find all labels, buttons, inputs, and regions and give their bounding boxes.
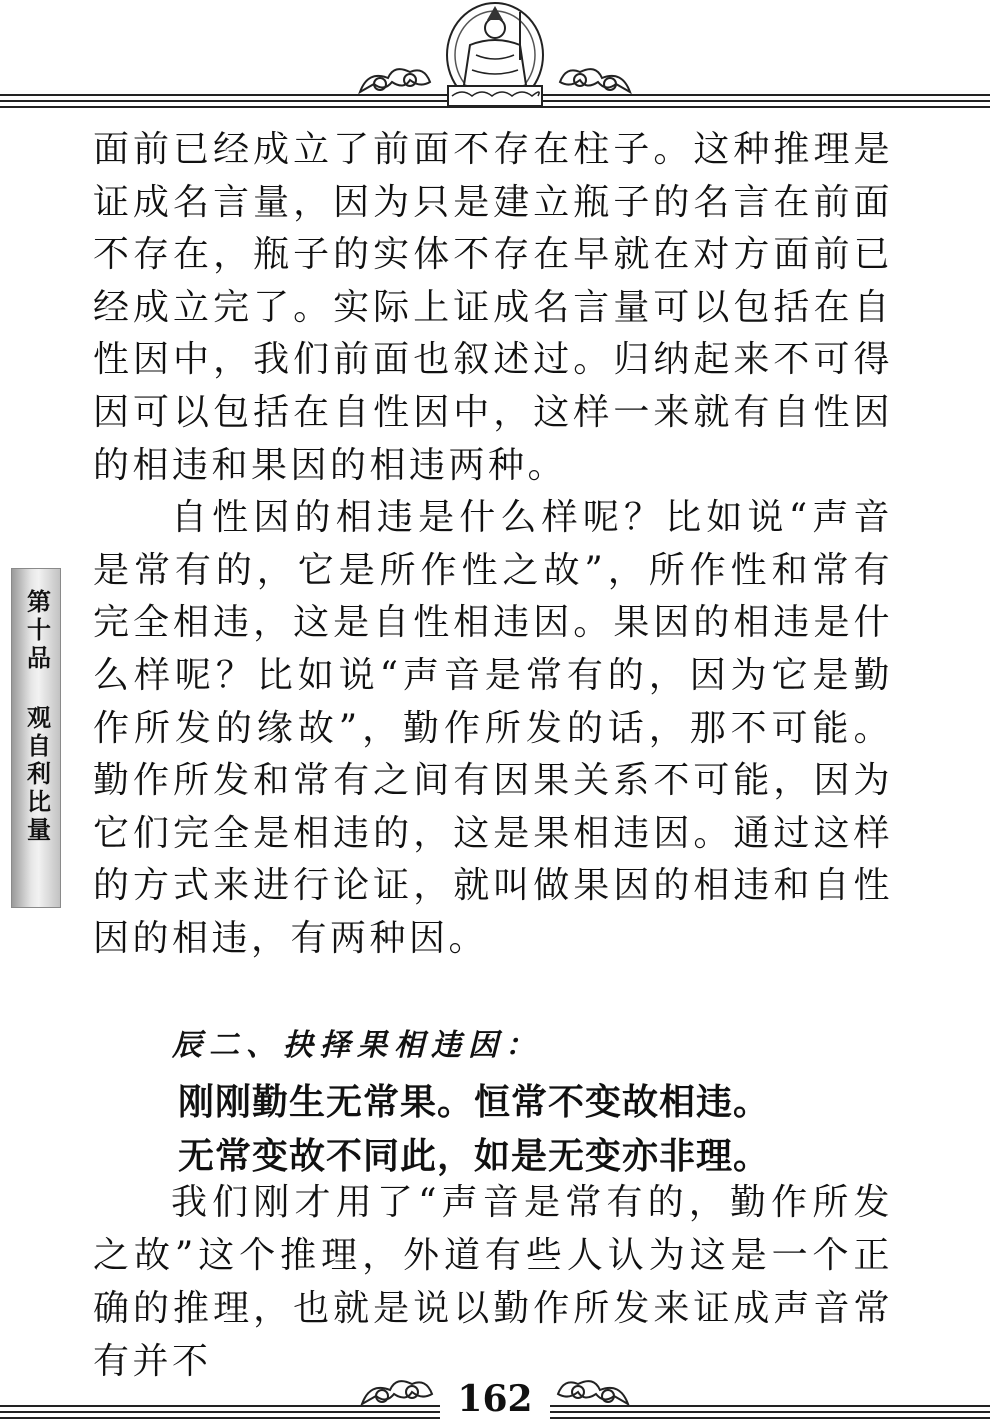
verse-line-1: 刚刚勤生无常果。恒常不变故相违。 <box>178 1082 771 1123</box>
chapter-side-tab <box>11 568 61 908</box>
paragraph-1: 面前已经成立了前面不存在柱子。这种推理是证成名言量，因为只是建立瓶子的名言在前面不存在，瓶子的实体不存在早就在对方面前已经成立完了。实际上证成名言量可以包括在自性因中，我们前面也叙述过。归纳起来不可得因可以包括在自性因中，这样一来就有自性因的相违和果因的相违两种。 <box>93 129 893 486</box>
section-heading: 辰二、抉择果相违因： <box>172 1028 542 1063</box>
paragraph-2: 自性因的相违是什么样呢？比如说“声音是常有的，它是所作性之故”，所作性和常有完全相违，这是自性相违因。果因的相违是什么样呢？比如说“声音是常有的，因为它是勤作所发的缘故”，勤作所发的话，那不可能。勤作所发和常有之间有因果关系不可能，因为它们完全是相违的，这是果相违因。通过这样的方式来进行论证，就叫做果因的相违和自性因的相违，有两种因。 <box>93 497 893 959</box>
body-text-top <box>93 124 893 966</box>
paragraph-3: 我们刚才用了“声音是常有的，勤作所发之故”这个推理，外道有些人认为这是一个正确的推理，也就是说以勤作所发来证成声音常有并不 <box>93 1182 893 1382</box>
page-header <box>0 0 990 120</box>
deity-figure-icon <box>0 0 990 120</box>
chapter-side-tab-label: 第十品 观自利比量 <box>22 589 51 845</box>
verse-line-2: 无常变故不同此，如是无变亦非理。 <box>178 1136 771 1177</box>
page-number: 162 <box>457 1378 533 1420</box>
body-text-bottom <box>93 1176 893 1388</box>
